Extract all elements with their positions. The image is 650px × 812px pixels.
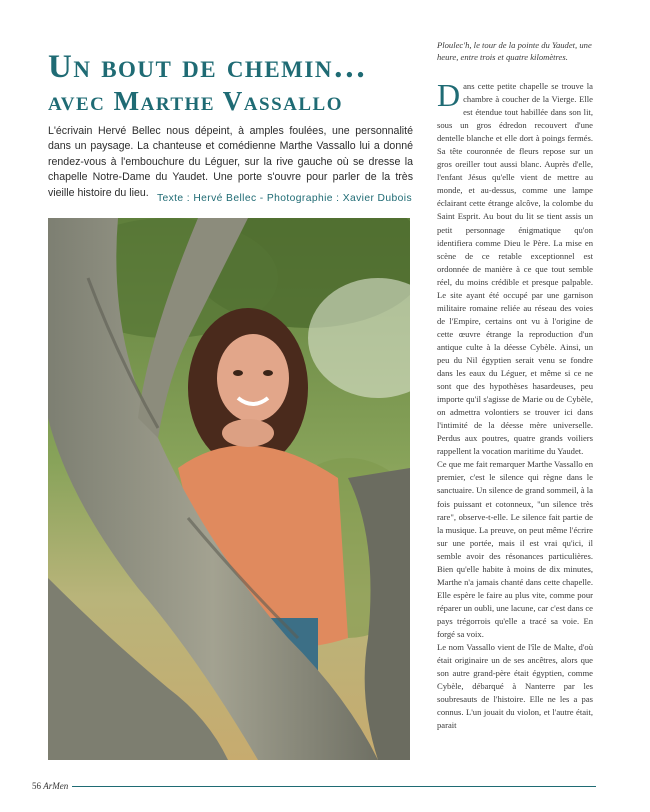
article-body	[437, 77, 593, 732]
paragraph-1-text: ans cette petite chapelle se trouve la chambre à coucher de la Vierge. Elle est étendue tout habillée dans son lit, sous un gros édredon recouvert d'une dentelle blanche et elle dort à poings fermés. Sa tête couronnée de fleurs repose sur un gros oreiller tout aussi blanc. Auprès d'elle, l'enfant Jésus qu'elle vient de mettre au monde, et au-dessus, comme une lampe éclairant cette étrange alcôve, la colombe du Saint Esprit. Au bout du lit se tient assis un petit personnage énigmatique qu'on identifiera comme Dieu le Père. La mise en scène de ce retable exceptionnel est ordonnée de manière à ce que tout semble réel, du moins crédible et presque palpable. Le site ayant été occupé par une garnison militaire romaine reliée au réseau des voies de l'Empire, certains ont vu à l'origine de cette œuvre étrange la reproduction d'un antique culte à la déesse Cybèle. Ainsi, un peu du Nil égyptien serait venu se fondre dans les eaux du Léguer, et même si ce ne sont que des hypothèses hasardeuses, peu importe qu'il s'agisse de Marie ou de Cybèle, on admettra volontiers se trouver ici dans l'intimité de la déesse mère universelle. Perdus aux poutres, quatre grands voiliers rappellent la vocation maritime du Yaudet.	[437, 81, 593, 457]
photo-text-credit: Texte : Hervé Bellec - Photographie : Xavier Dubois	[156, 193, 412, 204]
magazine-name: ArMen	[43, 781, 69, 791]
title-line-1: Un bout de chemin…	[48, 49, 368, 86]
page-folio	[32, 781, 72, 791]
intro-paragraph: L'écrivain Hervé Bellec nous dépeint, à amples foulées, une personnalité dans un paysage. La chanteuse et comédienne Marthe Vassallo lui a donné rendez-vous à l'embouchure du Léguer, sur la rive gauche où se dresse la chapelle Notre-Dame du Yaudet. Une porte s'ouvre pour parler de la très vieille histoire du lieu.	[48, 124, 413, 199]
article-title	[48, 51, 418, 115]
paragraph-2: Ce que me fait remarquer Marthe Vassallo en premier, c'est le silence qui règne dans le sanctuaire. Un silence de grand sommeil, à la fois puissant et cotonneux, "un silence très rare", observe-t-elle. Le silence fait partie de la musique. La preuve, on peut même l'écrire sur une portée, mais il est vrai qu'ici, il semble avoir des résonances particulières. Bien qu'elle habite à moins de dix minutes, Marthe n'a jamais chanté dans cette chapelle. Elle espère le faire au plus vite, comme pour réparer un oubli, une lacune, car c'est dans ce pays trégorrois qu'elle a tracé sa voie. En forgé sa voix.	[437, 459, 593, 639]
drop-cap: D	[437, 77, 461, 113]
portrait-photo-illustration	[48, 218, 410, 760]
paragraph-3: Le nom Vassallo vient de l'île de Malte, d'où était originaire un de ses ancêtres, alors que son autre grand-père était égyptien, comme Cybèle, débarqué à Nanterre par les soubresauts de l'histoire. Elle ne les a pas connus. L'un jouait du violon, et l'autre était, parait	[437, 642, 593, 731]
title-line-2: avec Marthe Vassallo	[48, 86, 343, 117]
portrait-photo	[48, 218, 410, 760]
footer-rule	[48, 786, 596, 787]
page-number: 56	[32, 781, 41, 791]
photo-caption: Ploulec'h, le tour de la pointe du Yaudet, une heure, entre trois et quatre kilomètres.	[437, 40, 592, 62]
paragraph-1	[437, 77, 593, 458]
